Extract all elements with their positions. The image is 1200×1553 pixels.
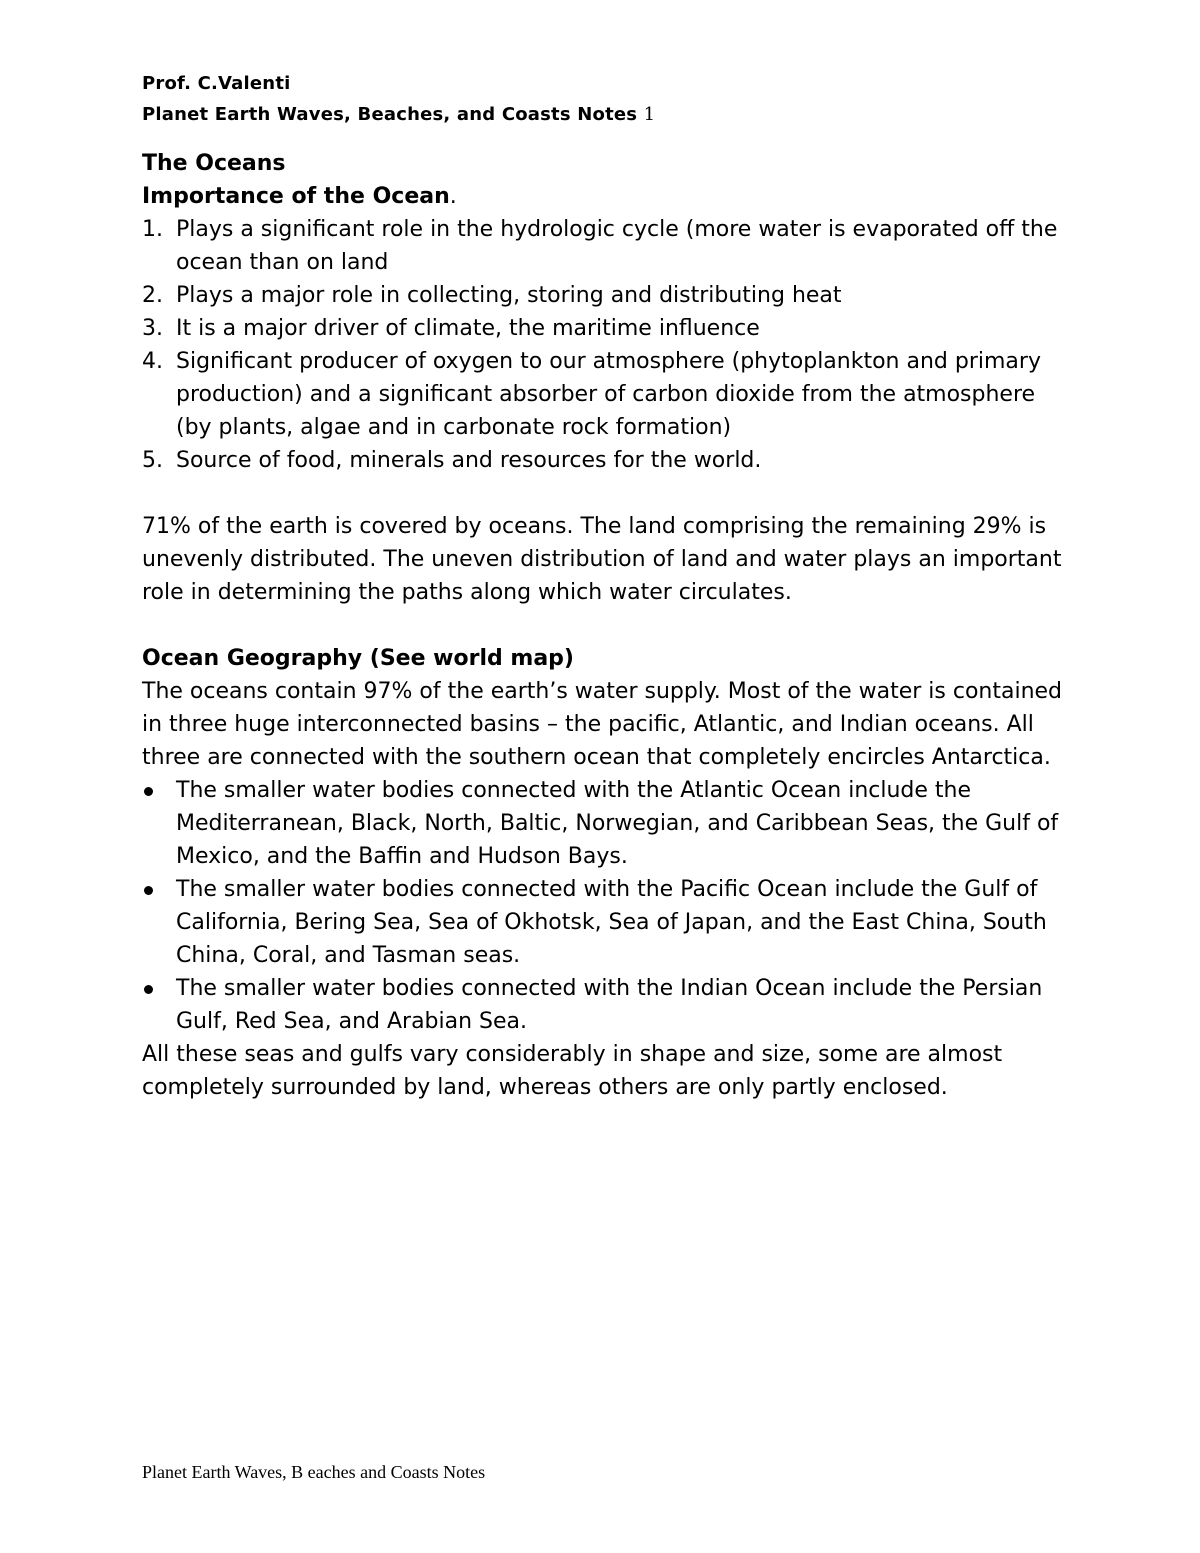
geography-heading: Ocean Geography (See world map) <box>142 646 574 671</box>
list-item <box>142 873 1072 972</box>
section-title: The Oceans <box>142 151 286 176</box>
coverage-paragraph: 71% of the earth is covered by oceans. The land comprising the remaining 29% is unevenly distributed. The uneven distribution of land and water plays an important role in determining the paths along which water circulates. <box>142 514 1062 605</box>
list-item <box>142 774 1072 873</box>
list-item <box>142 213 1072 279</box>
closing-paragraph: All these seas and gulfs vary considerably in shape and size, some are almost completely surrounded by land, whereas others are only partly enclosed. <box>142 1042 1003 1100</box>
water-bodies-list <box>142 774 1072 1038</box>
importance-heading-period: . <box>449 184 457 209</box>
spacer <box>142 477 1072 510</box>
list-item <box>142 312 1072 345</box>
importance-heading: Importance of the Ocean <box>142 184 450 209</box>
bullet-icon <box>144 985 153 994</box>
bullet-icon <box>144 787 153 796</box>
list-marker: 5. <box>142 448 163 473</box>
list-item-text: Plays a major role in collecting, storing and distributing heat <box>176 283 842 308</box>
document-title: Planet Earth Waves, Beaches, and Coasts Notes <box>142 104 638 125</box>
list-item-text: It is a major driver of climate, the maritime influence <box>176 316 760 341</box>
geography-intro: The oceans contain 97% of the earth’s water supply. Most of the water is contained in three huge interconnected basins – the pacific, Atlantic, and Indian oceans. All three are connected with the southern ocean that completely encircles Antarctica. <box>142 679 1063 770</box>
bullet-icon <box>144 886 153 895</box>
list-item <box>142 972 1072 1038</box>
list-item-text: The smaller water bodies connected with the Pacific Ocean include the Gulf of California, Bering Sea, Sea of Okhotsk, Sea of Japan, and the East China, South China, Coral, and Tasman seas. <box>176 877 1047 968</box>
list-marker: 1. <box>142 217 163 242</box>
spacer <box>142 609 1072 642</box>
list-marker: 4. <box>142 349 163 374</box>
list-marker: 2. <box>142 283 163 308</box>
list-item <box>142 345 1072 444</box>
importance-heading-line <box>142 180 1072 213</box>
list-marker: 3. <box>142 316 163 341</box>
list-item <box>142 444 1072 477</box>
author-line: Prof. C.Valenti <box>142 73 291 94</box>
page-footer: Planet Earth Waves, B eaches and Coasts Notes <box>142 1462 486 1482</box>
importance-list <box>142 213 1072 477</box>
list-item-text: The smaller water bodies connected with the Atlantic Ocean include the Mediterranean, Black, North, Baltic, Norwegian, and Caribbean Seas, the Gulf of Mexico, and the Baffin and Hudson Bays. <box>176 778 1059 869</box>
document-title-line <box>142 99 655 130</box>
page-number: 1 <box>643 104 656 125</box>
list-item-text: Significant producer of oxygen to our atmosphere (phytoplankton and primary production) and a significant absorber of carbon dioxide from the atmosphere (by plants, algae and in carbonate rock formation) <box>176 349 1041 440</box>
list-item <box>142 279 1072 312</box>
list-item-text: Source of food, minerals and resources for the world. <box>176 448 762 473</box>
list-item-text: Plays a significant role in the hydrologic cycle (more water is evaporated off the ocean than on land <box>176 217 1058 275</box>
list-item-text: The smaller water bodies connected with the Indian Ocean include the Persian Gulf, Red Sea, and Arabian Sea. <box>176 976 1043 1034</box>
document-body <box>142 147 1072 1104</box>
page-header <box>142 68 655 130</box>
